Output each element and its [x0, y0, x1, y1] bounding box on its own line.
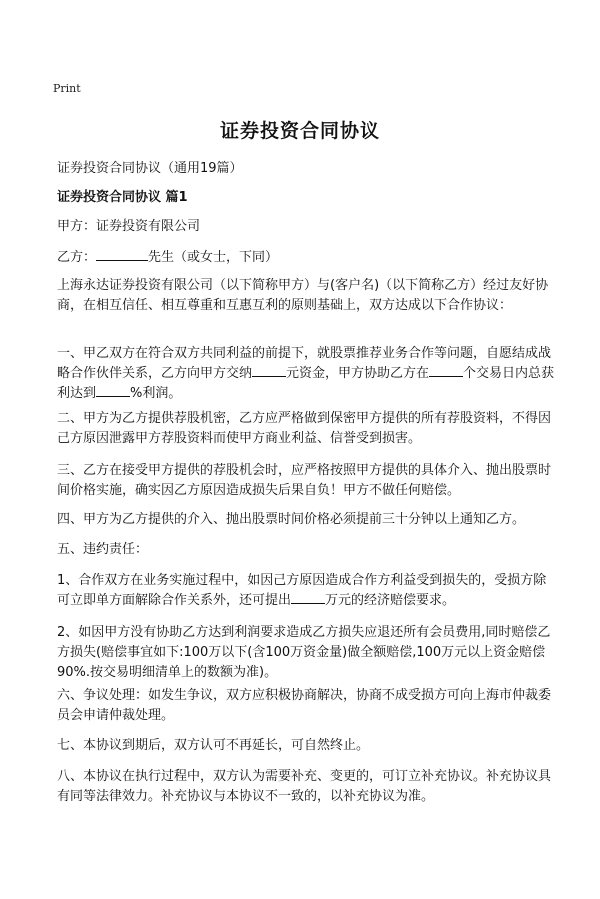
party-a-line: 甲方：证券投资有限公司 [57, 219, 201, 234]
clause-1-text-c: 个交易日内总获利达到 [57, 366, 555, 401]
section-heading: 证券投资合同协议 篇1 [57, 190, 188, 205]
clause-3: 三、乙方在接受甲方提供的荐股机会时，应严格按照甲方提供的具体介入、抛出股票时间价格实施，确实因乙方原因造成损失后果自负！甲方不做任何赔偿。 [57, 463, 552, 498]
clause-7: 七、本协议到期后，双方认可不再延长，可自然终止。 [57, 738, 370, 753]
amount-blank [252, 364, 286, 377]
clause-5-1 [57, 571, 557, 611]
intro-paragraph: 上海永达证券投资有限公司（以下简称甲方）与(客户名)（以下简称乙方）经过友好协商，在相互信任、相互尊重和互惠互利的原则基础上，双方达成以下合作协议： [57, 278, 549, 313]
clause-5-1-text-b: 万元的经济赔偿要求。 [325, 593, 456, 608]
days-blank [429, 364, 463, 377]
document-subtitle: 证券投资合同协议（通用19篇） [57, 161, 243, 176]
clause-1 [57, 344, 557, 404]
clause-5-1-text-a: 1、合作双方在业务实施过程中，如因己方原因造成合作方利益受到损失的，受损方除可立即单方面解除合作关系外，还可提出 [57, 573, 547, 608]
clause-5-2: 2、如因甲方没有协助乙方达到利润要求造成乙方损失应退还所有会员费用,同时赔偿乙方损失(赔偿事宜如下:100万以下(含100万资金量)做全额赔偿,100万元以上资金赔偿90%.按交易明细清单上的数额为准)。 [57, 625, 551, 680]
clause-1-text-d: %利润。 [130, 386, 182, 401]
clause-5-heading: 五、违约责任： [57, 542, 149, 557]
clause-4: 四、甲方为乙方提供的介入、抛出股票时间价格必须提前三十分钟以上通知乙方。 [57, 512, 526, 527]
clause-1-text-a: 一、甲乙双方在符合双方共同利益的前提下，就股票推荐业务合作等问题，自愿结成战略合作伙伴关系，乙方向甲方交纳 [57, 346, 552, 381]
clause-2: 二、甲方为乙方提供荐股机密，乙方应严格做到保密甲方提供的所有荐股资料，不得因己方原因泄露甲方荐股资料而使甲方商业利益、信誉受到损害。 [57, 411, 552, 446]
document-title: 证券投资合同协议 [219, 120, 380, 142]
party-b-suffix: 先生（或女士，下同） [148, 250, 279, 265]
compensation-blank [291, 591, 325, 604]
profit-blank [96, 384, 130, 397]
print-link[interactable]: Print [53, 82, 81, 95]
clause-8: 八、本协议在执行过程中，双方认为需要补充、变更的，可订立补充协议。补充协议具有同等法律效力。补充协议与本协议不一致的，以补充协议为准。 [57, 769, 552, 804]
party-b-name-blank [96, 248, 148, 261]
clause-1-text-b: 元资金，甲方协助乙方在 [286, 366, 430, 381]
party-b-line [57, 248, 557, 268]
party-b-prefix: 乙方： [57, 250, 97, 265]
clause-6: 六、争议处理：如发生争议，双方应积极协商解决，协商不成受损方可向上海市仲裁委员会申请仲裁处理。 [57, 688, 552, 723]
